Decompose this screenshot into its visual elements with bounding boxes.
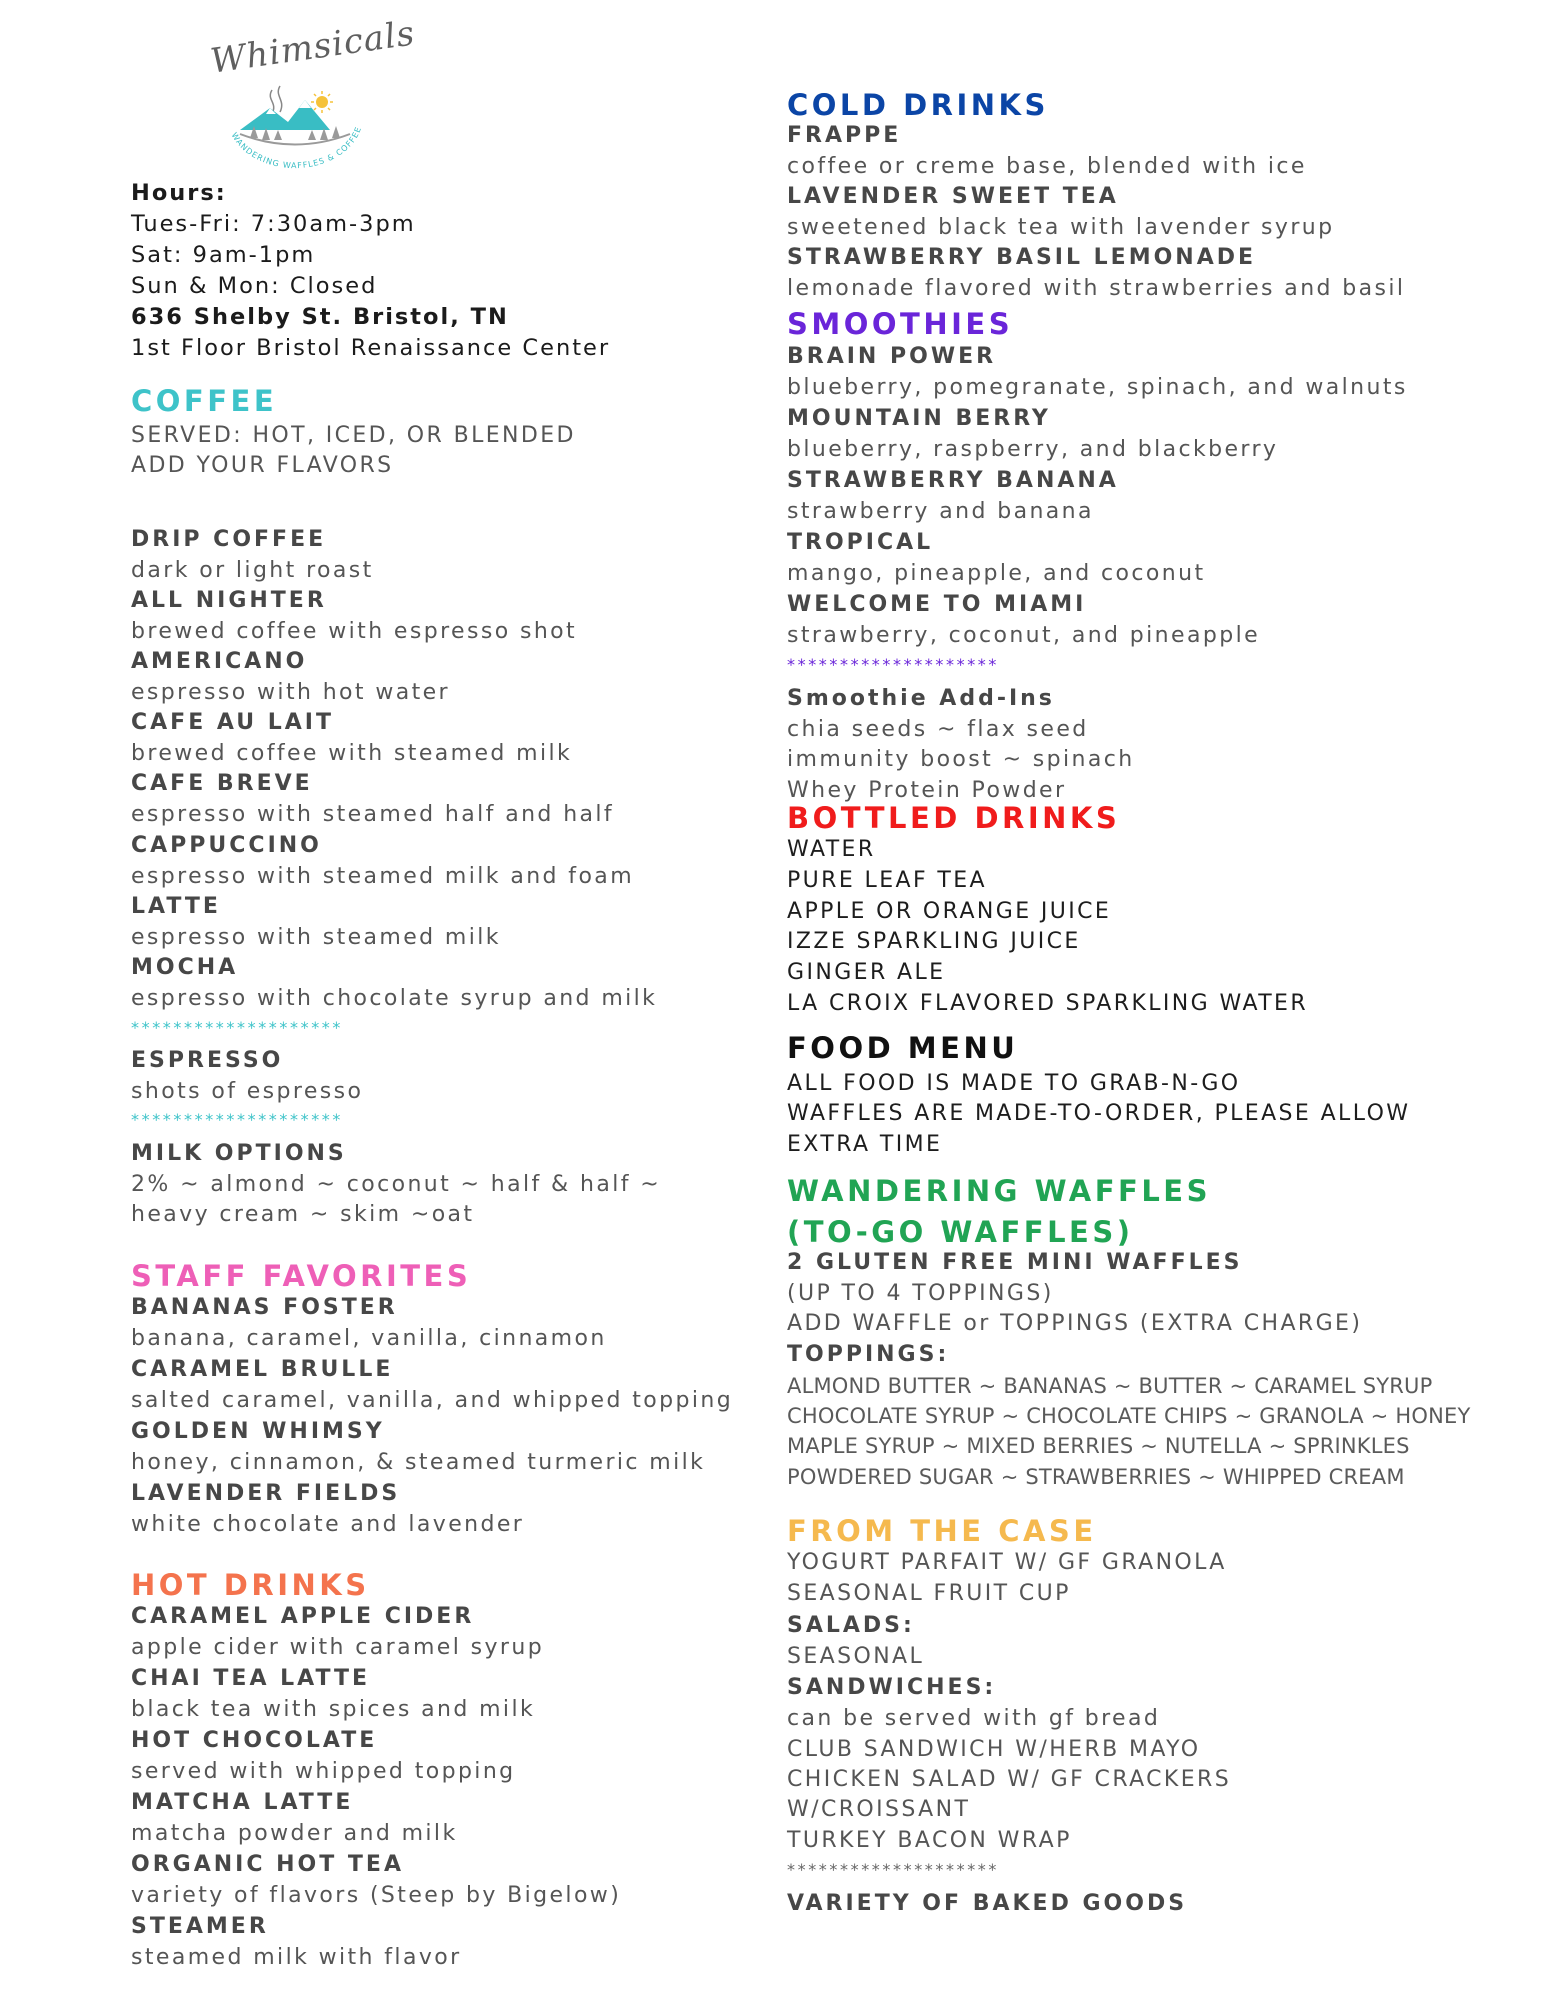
milk-options-line: heavy cream ~ skim ~oat [131, 1202, 475, 1227]
menu-item-desc: espresso with steamed milk [131, 925, 501, 950]
divider-stars: ******************** [131, 1110, 343, 1129]
cold-drinks-heading: COLD DRINKS [787, 88, 1049, 122]
menu-item-desc: steamed milk with flavor [131, 1945, 462, 1970]
menu-item-desc: apple cider with caramel syrup [131, 1635, 545, 1660]
bottled-item: IZZE SPARKLING JUICE [787, 929, 1081, 954]
menu-item-name: MOCHA [131, 955, 239, 980]
waffle-item-name: 2 GLUTEN FREE MINI WAFFLES [787, 1250, 1243, 1275]
hot-drinks-heading: HOT DRINKS [131, 1568, 370, 1602]
addin-line: immunity boost ~ spinach [787, 747, 1135, 772]
staff-favorites-heading: STAFF FAVORITES [131, 1259, 472, 1293]
hours-tue-fri: Tues-Fri: 7:30am-3pm [131, 211, 416, 237]
menu-item-desc: banana, caramel, vanilla, cinnamon [131, 1326, 607, 1351]
menu-item-name: FRAPPE [787, 123, 902, 148]
menu-item-desc: shots of espresso [131, 1079, 364, 1104]
svg-text:WANDERING WAFFLES & COFFEE [230, 125, 364, 170]
sandwich-item: CHICKEN SALAD W/ GF CRACKERS [787, 1767, 1232, 1792]
bottled-drinks-heading: BOTTLED DRINKS [787, 801, 1121, 835]
menu-item-name: LATTE [131, 894, 221, 919]
toppings-label: TOPPINGS: [787, 1342, 950, 1367]
sandwiches-label: SANDWICHES: [787, 1675, 997, 1700]
case-item: SEASONAL FRUIT CUP [787, 1581, 1071, 1606]
menu-item-desc: variety of flavors (Steep by Bigelow) [131, 1883, 622, 1908]
waffles-heading: WANDERING WAFFLES [787, 1174, 1211, 1208]
menu-item-desc: salted caramel, vanilla, and whipped topping [131, 1388, 734, 1413]
bottled-item: WATER [787, 837, 876, 862]
menu-item-desc: espresso with steamed half and half [131, 802, 615, 827]
menu-item-desc: mango, pineapple, and coconut [787, 561, 1206, 586]
addin-line: chia seeds ~ flax seed [787, 717, 1089, 742]
menu-item-name: AMERICANO [131, 649, 308, 674]
smoothies-heading: SMOOTHIES [787, 307, 1014, 341]
hours-sat: Sat: 9am-1pm [131, 242, 316, 268]
toppings-line: POWDERED SUGAR ~ STRAWBERRIES ~ WHIPPED CREAM [787, 1465, 1405, 1489]
coffee-note: ADD YOUR FLAVORS [131, 453, 394, 478]
menu-item-name: TROPICAL [787, 530, 934, 555]
toppings-line: MAPLE SYRUP ~ MIXED BERRIES ~ NUTELLA ~ SPRINKLES [787, 1434, 1410, 1458]
divider-stars: ******************** [787, 1860, 999, 1879]
menu-item-desc: blueberry, pomegranate, spinach, and walnuts [787, 375, 1408, 400]
menu-item-desc: dark or light roast [131, 558, 374, 583]
menu-item-desc: black tea with spices and milk [131, 1697, 536, 1722]
menu-item-name: CHAI TEA LATTE [131, 1666, 371, 1691]
hours-block [131, 178, 610, 364]
menu-item-name: HOT CHOCOLATE [131, 1728, 378, 1753]
menu-item-name: CAFE AU LAIT [131, 710, 334, 735]
sandwich-item: W/CROISSANT [787, 1797, 971, 1822]
waffle-note: ADD WAFFLE or TOPPINGS (EXTRA CHARGE) [787, 1311, 1363, 1336]
menu-item-name: BRAIN POWER [787, 344, 997, 369]
menu-item-name: DRIP COFFEE [131, 527, 327, 552]
menu-item-desc: matcha powder and milk [131, 1821, 458, 1846]
location: 1st Floor Bristol Renaissance Center [131, 335, 611, 361]
menu-item-desc: white chocolate and lavender [131, 1512, 525, 1537]
divider-stars: ******************** [787, 655, 999, 674]
menu-item-name: CARAMEL BRULLE [131, 1357, 394, 1382]
menu-item-desc: brewed coffee with steamed milk [131, 741, 573, 766]
baked-goods: VARIETY OF BAKED GOODS [787, 1891, 1188, 1916]
menu-item-desc: brewed coffee with espresso shot [131, 619, 578, 644]
menu-item-desc: espresso with chocolate syrup and milk [131, 986, 658, 1011]
menu-item-name: CAPPUCCINO [131, 833, 322, 858]
salads-label: SALADS: [787, 1613, 915, 1638]
menu-item-name: LAVENDER FIELDS [131, 1481, 401, 1506]
menu-item-desc: served with whipped topping [131, 1759, 516, 1784]
menu-item-name: GOLDEN WHIMSY [131, 1419, 385, 1444]
menu-item-name: MATCHA LATTE [131, 1790, 354, 1815]
toppings-line: CHOCOLATE SYRUP ~ CHOCOLATE CHIPS ~ GRANOLA ~ HONEY [787, 1404, 1471, 1428]
menu-item-desc: lemonade flavored with strawberries and basil [787, 276, 1406, 301]
food-menu-heading: FOOD MENU [787, 1031, 1019, 1065]
sandwich-item: CLUB SANDWICH W/HERB MAYO [787, 1737, 1201, 1762]
sandwiches-note: can be served with gf bread [787, 1706, 1161, 1731]
menu-item-desc: honey, cinnamon, & steamed turmeric milk [131, 1450, 706, 1475]
from-the-case-heading: FROM THE CASE [787, 1514, 1097, 1548]
toppings-line: ALMOND BUTTER ~ BANANAS ~ BUTTER ~ CARAMEL SYRUP [787, 1374, 1433, 1398]
menu-item-name: MOUNTAIN BERRY [787, 406, 1051, 431]
menu-item-name: ORGANIC HOT TEA [131, 1852, 404, 1877]
food-note: WAFFLES ARE MADE-TO-ORDER, PLEASE ALLOW [787, 1101, 1411, 1126]
menu-item-name: CARAMEL APPLE CIDER [131, 1604, 475, 1629]
menu-item-desc: strawberry, coconut, and pineapple [787, 623, 1261, 648]
sandwich-item: TURKEY BACON WRAP [787, 1828, 1072, 1853]
menu-item-desc: espresso with steamed milk and foam [131, 864, 635, 889]
menu-item-desc: sweetened black tea with lavender syrup [787, 215, 1335, 240]
menu-item-name: WELCOME TO MIAMI [787, 592, 1087, 617]
hours-sun-mon: Sun & Mon: Closed [131, 273, 378, 299]
logo-wordmark: Whimsicals [208, 13, 418, 82]
menu-item-desc: blueberry, raspberry, and blackberry [787, 437, 1279, 462]
menu-item-desc: coffee or creme base, blended with ice [787, 154, 1307, 179]
milk-options-line: 2% ~ almond ~ coconut ~ half & half ~ [131, 1172, 662, 1197]
bottled-item: PURE LEAF TEA [787, 868, 987, 893]
address: 636 Shelby St. Bristol, TN [131, 304, 509, 330]
coffee-note: SERVED: HOT, ICED, OR BLENDED [131, 423, 576, 448]
hours-label: Hours: [131, 180, 227, 206]
menu-item-name: STRAWBERRY BANANA [787, 468, 1119, 493]
menu-item-name: ESPRESSO [131, 1048, 284, 1073]
logo-arc-text: WANDERING WAFFLES & COFFEE [229, 125, 364, 170]
addin-line: Whey Protein Powder [787, 778, 1067, 803]
mountain-logo-icon [210, 30, 380, 170]
menu-item-desc: espresso with hot water [131, 680, 451, 705]
waffle-note: (UP TO 4 TOPPINGS) [787, 1281, 1054, 1306]
food-note: ALL FOOD IS MADE TO GRAB-N-GO [787, 1071, 1241, 1096]
case-item: YOGURT PARFAIT W/ GF GRANOLA [787, 1550, 1227, 1575]
divider-stars: ******************** [131, 1018, 343, 1037]
menu-item-name: CAFE BREVE [131, 771, 313, 796]
menu-item-name: ALL NIGHTER [131, 588, 327, 613]
milk-options-label: MILK OPTIONS [131, 1141, 347, 1166]
menu-item-name: STEAMER [131, 1914, 269, 1939]
menu-item-name: BANANAS FOSTER [131, 1295, 398, 1320]
bottled-item: LA CROIX FLAVORED SPARKLING WATER [787, 991, 1309, 1016]
menu-item-name: STRAWBERRY BASIL LEMONADE [787, 245, 1257, 270]
bottled-item: APPLE OR ORANGE JUICE [787, 899, 1112, 924]
menu-item-name: LAVENDER SWEET TEA [787, 184, 1119, 209]
addins-title: Smoothie Add-Ins [787, 686, 1055, 711]
coffee-heading: COFFEE [131, 384, 278, 418]
food-note: EXTRA TIME [787, 1132, 943, 1157]
waffles-subheading: (TO-GO WAFFLES) [787, 1215, 1134, 1249]
salads-value: SEASONAL [787, 1644, 925, 1669]
logo [208, 13, 418, 170]
bottled-item: GINGER ALE [787, 960, 946, 985]
menu-item-desc: strawberry and banana [787, 499, 1094, 524]
